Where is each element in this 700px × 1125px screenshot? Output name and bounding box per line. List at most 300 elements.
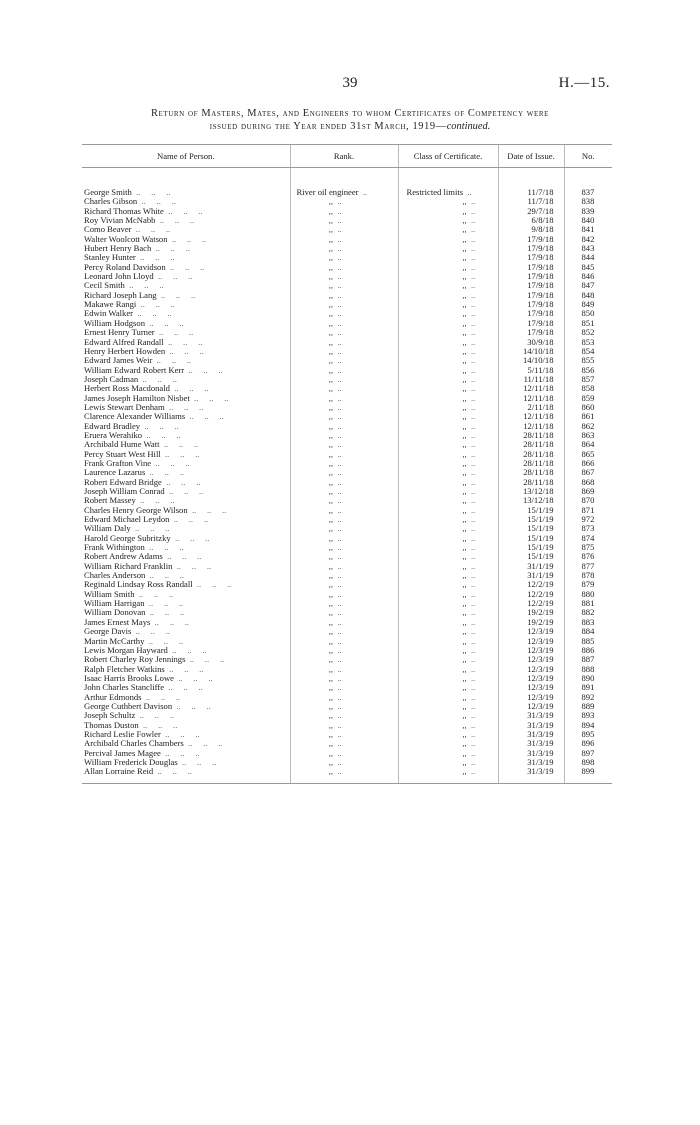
cell-class	[398, 394, 498, 403]
ditto-mark: ,,	[406, 692, 467, 702]
cell-rank	[290, 552, 398, 561]
cell-rank	[290, 450, 398, 459]
cell-no: 858	[564, 384, 612, 393]
dot-leader: ..	[470, 337, 476, 347]
dot-leader: .. .. ..	[159, 216, 195, 226]
person-name: Makawe Rangi	[84, 300, 137, 310]
cell-class	[398, 758, 498, 767]
dot-leader: ..	[337, 561, 342, 571]
cell-class	[398, 281, 498, 290]
table-row	[82, 637, 612, 646]
dot-leader: .. .. ..	[142, 374, 177, 384]
table-row	[82, 487, 612, 496]
dot-leader: ..	[470, 673, 476, 683]
table-row	[82, 515, 612, 524]
cell-name	[82, 235, 290, 244]
cell-date: 30/9/18	[498, 338, 564, 347]
cell-name	[82, 730, 290, 739]
cell-no: 899	[564, 767, 612, 776]
cell-name	[82, 618, 290, 627]
table-row	[82, 730, 612, 739]
ditto-mark: ,,	[406, 683, 467, 693]
cell-name	[82, 197, 290, 206]
cell-class	[398, 207, 498, 216]
dot-leader: ..	[470, 234, 476, 244]
cell-no: 878	[564, 571, 612, 580]
table-row	[82, 319, 612, 328]
person-name: Ernest Henry Turner	[84, 328, 155, 338]
cell-class	[398, 356, 498, 365]
cell-date: 31/3/19	[498, 730, 564, 739]
title-line-2-lead: issued during the Year ended 31st March, 1919—	[209, 121, 447, 132]
person-name: William Smith	[84, 589, 135, 599]
cell-no: 845	[564, 263, 612, 272]
ditto-mark: ,,	[406, 384, 467, 394]
ditto-mark: ,,	[406, 515, 467, 525]
dot-leader: .. .. ..	[140, 300, 175, 310]
cell-name	[82, 328, 290, 337]
dot-leader: ..	[337, 356, 342, 366]
ditto-mark: ,,	[406, 449, 467, 459]
cell-no: 861	[564, 412, 612, 421]
cell-no: 879	[564, 580, 612, 589]
cell-no: 839	[564, 207, 612, 216]
dot-leader: ..	[470, 487, 476, 496]
dot-leader: .. .. ..	[168, 487, 204, 496]
ditto-mark: ,,	[406, 711, 467, 721]
table-row	[82, 749, 612, 758]
cell-class	[398, 515, 498, 524]
cell-class	[398, 646, 498, 655]
ditto-mark: ,,	[406, 477, 467, 487]
ditto-mark: ,,	[406, 225, 467, 235]
table-row	[82, 412, 612, 421]
person-name: Frank Grafton Vine	[84, 458, 152, 468]
ditto-mark: ,,	[296, 206, 334, 216]
cell-name	[82, 711, 290, 720]
cell-no: 888	[564, 665, 612, 674]
cell-rank	[290, 739, 398, 748]
ditto-mark: ,,	[296, 290, 334, 300]
cell-rank	[290, 356, 398, 365]
dot-leader: ..	[337, 543, 342, 553]
dot-leader: ..	[337, 701, 342, 711]
table-row	[82, 524, 612, 533]
cell-rank	[290, 253, 398, 262]
cell-date: 12/3/19	[498, 683, 564, 692]
dot-leader: .. .. ..	[196, 580, 232, 590]
cell-no: 863	[564, 431, 612, 440]
cell-rank	[290, 281, 398, 290]
dot-leader: ..	[470, 206, 476, 216]
cell-date: 15/1/19	[498, 515, 564, 524]
table-spacer-row	[82, 168, 612, 189]
ditto-mark: ,,	[296, 337, 334, 347]
dot-leader: .. .. ..	[176, 701, 211, 711]
col-header-rank: Rank.	[290, 145, 398, 168]
dot-leader: ..	[337, 524, 342, 534]
table-row	[82, 197, 612, 206]
table-row	[82, 375, 612, 384]
ditto-mark: ,,	[406, 701, 467, 711]
cell-rank	[290, 440, 398, 449]
dot-leader: ..	[470, 767, 476, 777]
cell-date: 15/1/19	[498, 543, 564, 552]
dot-leader: .. .. ..	[149, 468, 184, 478]
ditto-mark: ,,	[406, 720, 467, 730]
person-name: William Donovan	[84, 608, 146, 618]
dot-leader: ..	[337, 216, 342, 226]
cell-name	[82, 253, 290, 262]
person-name: Como Beaver	[84, 225, 132, 235]
ditto-mark: ,,	[296, 701, 334, 711]
cell-name	[82, 655, 290, 664]
cell-class	[398, 571, 498, 580]
dot-leader: .. .. ..	[169, 262, 205, 272]
cell-rank	[290, 468, 398, 477]
cell-date: 28/11/18	[498, 440, 564, 449]
table-row	[82, 590, 612, 599]
ditto-mark: ,,	[296, 402, 334, 412]
cell-name	[82, 674, 290, 683]
cell-no: 842	[564, 235, 612, 244]
cell-rank	[290, 655, 398, 664]
dot-leader: ..	[470, 655, 476, 665]
cell-name	[82, 721, 290, 730]
cell-class	[398, 338, 498, 347]
certificates-table	[82, 144, 612, 784]
cell-date: 17/9/18	[498, 253, 564, 262]
cell-no: 874	[564, 534, 612, 543]
dot-leader: ..	[470, 543, 476, 553]
ditto-mark: ,,	[296, 739, 334, 749]
cell-rank	[290, 543, 398, 552]
dot-leader: .. .. ..	[135, 225, 171, 235]
person-name: William Harrigan	[84, 599, 145, 609]
cell-rank	[290, 225, 398, 234]
dot-leader: ..	[337, 748, 342, 758]
title-line-2	[80, 120, 620, 133]
dot-leader: .. .. ..	[144, 421, 179, 431]
ditto-mark: ,,	[406, 440, 467, 450]
ditto-mark: ,,	[406, 365, 467, 375]
ditto-mark: ,,	[406, 496, 467, 506]
dot-leader: ..	[337, 739, 342, 749]
table-row	[82, 655, 612, 664]
person-name: Archibald Charles Chambers	[84, 739, 184, 749]
table-row	[82, 235, 612, 244]
dot-leader: ..	[470, 515, 476, 525]
cell-class	[398, 487, 498, 496]
table-row	[82, 702, 612, 711]
ditto-mark: ,,	[406, 543, 467, 553]
cell-date: 17/9/18	[498, 319, 564, 328]
person-name: Arthur Edmonds	[84, 692, 142, 702]
person-name: William Frederick Douglas	[84, 757, 178, 767]
ditto-mark: ,,	[296, 711, 334, 721]
table-row	[82, 534, 612, 543]
dot-leader: ..	[337, 599, 342, 609]
cell-no: 855	[564, 356, 612, 365]
person-name: Harold George Subritzky	[84, 533, 171, 543]
cell-name	[82, 356, 290, 365]
dot-leader: ..	[470, 617, 476, 627]
ditto-mark: ,,	[296, 216, 334, 226]
cell-class	[398, 524, 498, 533]
dot-leader: ..	[470, 748, 476, 758]
cell-rank	[290, 244, 398, 253]
table-row	[82, 571, 612, 580]
cell-date: 12/3/19	[498, 637, 564, 646]
person-name: Herbert Ross Macdonald	[84, 384, 170, 394]
cell-no: 894	[564, 721, 612, 730]
cell-no: 850	[564, 309, 612, 318]
person-name: Edwin Walker	[84, 309, 134, 319]
cell-name	[82, 496, 290, 505]
cell-class	[398, 319, 498, 328]
cell-date: 17/9/18	[498, 272, 564, 281]
cell-rank	[290, 272, 398, 281]
cell-class	[398, 263, 498, 272]
cell-rank	[290, 637, 398, 646]
dot-leader: ..	[337, 468, 342, 478]
dot-leader: ..	[470, 496, 476, 506]
ditto-mark: ,,	[406, 412, 467, 422]
ditto-mark: ,,	[406, 458, 467, 468]
cell-no: 869	[564, 487, 612, 496]
ditto-mark: ,,	[296, 487, 334, 496]
cell-rank	[290, 347, 398, 356]
dot-leader: ..	[470, 589, 476, 599]
ditto-mark: ,,	[406, 309, 467, 319]
dot-leader: ..	[470, 281, 476, 291]
ditto-mark: ,,	[296, 543, 334, 553]
dot-leader: ..	[337, 253, 342, 263]
person-name: Robert Edward Bridge	[84, 477, 162, 487]
cell-rank	[290, 496, 398, 505]
dot-leader: ..	[337, 244, 342, 254]
cell-name	[82, 225, 290, 234]
dot-leader: ..	[337, 692, 342, 702]
table-end-rule	[82, 777, 612, 784]
cell-rank	[290, 599, 398, 608]
table-row	[82, 244, 612, 253]
dot-leader: ..	[470, 449, 476, 459]
ditto-mark: ,,	[406, 561, 467, 571]
cell-no: 873	[564, 524, 612, 533]
table-row	[82, 552, 612, 561]
dot-leader: ..	[470, 720, 476, 730]
ditto-mark: ,,	[406, 636, 467, 646]
dot-leader: .. .. ..	[146, 430, 181, 440]
dot-leader: ..	[337, 412, 342, 422]
cell-date: 31/3/19	[498, 721, 564, 730]
dot-leader: ..	[337, 673, 342, 683]
ditto-mark: ,,	[296, 365, 334, 375]
dot-leader: ..	[470, 599, 476, 609]
cell-class	[398, 506, 498, 515]
cell-date: 12/3/19	[498, 655, 564, 664]
ditto-mark: ,,	[296, 589, 334, 599]
cell-date: 6/8/18	[498, 216, 564, 225]
cell-class	[398, 422, 498, 431]
cell-class	[398, 459, 498, 468]
person-name: Leonard John Lloyd	[84, 272, 154, 282]
ditto-mark: ,,	[406, 468, 467, 478]
ditto-mark: ,,	[296, 356, 334, 366]
person-name: George Smith	[84, 188, 132, 197]
cell-class	[398, 225, 498, 234]
cell-date: 28/11/18	[498, 478, 564, 487]
cell-date: 17/9/18	[498, 309, 564, 318]
cell-name	[82, 739, 290, 748]
person-name: Walter Woolcott Watson	[84, 234, 168, 244]
table-row	[82, 721, 612, 730]
cell-no: 838	[564, 197, 612, 206]
cell-no: 876	[564, 552, 612, 561]
cell-date: 17/9/18	[498, 328, 564, 337]
cell-class	[398, 450, 498, 459]
cell-date: 11/11/18	[498, 375, 564, 384]
dot-leader: .. .. ..	[157, 767, 192, 777]
cell-rank	[290, 711, 398, 720]
cell-name	[82, 627, 290, 636]
person-name: Allan Lorraine Reid	[84, 767, 154, 777]
dot-leader: .. .. ..	[171, 234, 207, 244]
ditto-mark: ,,	[406, 244, 467, 254]
cell-rank	[290, 767, 398, 776]
table-row	[82, 366, 612, 375]
dot-leader: .. .. ..	[148, 599, 184, 609]
dot-leader: ..	[337, 645, 342, 655]
dot-leader: .. .. ..	[163, 440, 199, 450]
cell-date: 28/11/18	[498, 450, 564, 459]
person-name: Percy Roland Davidson	[84, 262, 166, 272]
ditto-mark: ,,	[296, 599, 334, 609]
dot-leader: ..	[470, 533, 476, 543]
dot-leader: .. .. ..	[178, 673, 213, 683]
cell-date: 15/1/19	[498, 534, 564, 543]
ditto-mark: ,,	[406, 505, 467, 515]
dot-leader: ..	[470, 664, 476, 674]
cell-date: 12/3/19	[498, 674, 564, 683]
ditto-mark: ,,	[296, 580, 334, 590]
cell-date: 19/2/19	[498, 608, 564, 617]
cell-date: 12/3/19	[498, 665, 564, 674]
table-body	[82, 168, 612, 784]
ditto-mark: ,,	[296, 328, 334, 338]
cell-name	[82, 347, 290, 356]
cell-name	[82, 440, 290, 449]
ditto-mark: ,,	[296, 729, 334, 739]
ditto-mark: ,,	[296, 533, 334, 543]
ditto-mark: ,,	[296, 683, 334, 693]
ditto-mark: ,,	[406, 552, 467, 562]
person-name: Reginald Lindsay Ross Randall	[84, 580, 193, 590]
cell-name	[82, 637, 290, 646]
dot-leader: .. .. ..	[141, 197, 176, 207]
cell-rank	[290, 580, 398, 589]
dot-leader: ..	[470, 711, 476, 721]
cell-name	[82, 683, 290, 692]
ditto-mark: ,,	[296, 571, 334, 581]
dot-leader: ..	[470, 225, 476, 235]
table-row	[82, 300, 612, 309]
cell-class	[398, 244, 498, 253]
ditto-mark: ,,	[296, 692, 334, 702]
dot-leader: .. .. ..	[134, 524, 170, 534]
cell-no: 877	[564, 562, 612, 571]
cell-name	[82, 646, 290, 655]
ditto-mark: ,,	[296, 636, 334, 646]
table-row	[82, 422, 612, 431]
table-row	[82, 599, 612, 608]
dot-leader: .. .. ..	[149, 318, 184, 328]
cell-date: 12/2/19	[498, 590, 564, 599]
cell-name	[82, 244, 290, 253]
dot-leader: .. .. ..	[155, 458, 190, 468]
cell-class	[398, 468, 498, 477]
cell-name	[82, 665, 290, 674]
ditto-mark: ,,	[296, 655, 334, 665]
dot-leader: .. .. ..	[137, 309, 172, 319]
ditto-mark: ,,	[406, 533, 467, 543]
dot-leader: .. .. ..	[168, 402, 204, 412]
dot-leader: ..	[470, 272, 476, 282]
cell-rank	[290, 431, 398, 440]
dot-leader: ..	[470, 365, 476, 375]
rank-value: River oil engineer	[296, 188, 359, 197]
ditto-mark: ,,	[296, 748, 334, 758]
dot-leader: ..	[337, 318, 342, 328]
person-name: Clarence Alexander Williams	[84, 412, 186, 422]
dot-leader: .. .. ..	[175, 533, 210, 543]
cell-name	[82, 375, 290, 384]
cell-rank	[290, 188, 398, 197]
cell-name	[82, 403, 290, 412]
dot-leader: .. .. ..	[148, 636, 184, 646]
ditto-mark: ,,	[296, 720, 334, 730]
cell-date: 17/9/18	[498, 291, 564, 300]
cell-class	[398, 693, 498, 702]
person-name: Charles Gibson	[84, 197, 138, 207]
table-row	[82, 281, 612, 290]
table-header-row	[82, 145, 612, 168]
cell-no: 866	[564, 459, 612, 468]
person-name: Frank Withington	[84, 543, 145, 553]
dot-leader: ..	[337, 552, 342, 562]
cell-rank	[290, 749, 398, 758]
dot-leader: .. .. ..	[149, 543, 184, 553]
table-row	[82, 403, 612, 412]
table-row	[82, 693, 612, 702]
dot-leader: ..	[470, 328, 476, 338]
page-number: 39	[342, 75, 358, 91]
col-header-name: Name of Person.	[82, 145, 290, 168]
ditto-mark: ,,	[296, 281, 334, 291]
dot-leader: ..	[337, 234, 342, 244]
cell-rank	[290, 758, 398, 767]
cell-rank	[290, 263, 398, 272]
dot-leader: ..	[337, 262, 342, 272]
cell-name	[82, 300, 290, 309]
ditto-mark: ,,	[296, 505, 334, 515]
dot-leader: .. .. ..	[140, 496, 175, 506]
ditto-mark: ,,	[406, 328, 467, 338]
cell-name	[82, 272, 290, 281]
cell-rank	[290, 216, 398, 225]
table-row	[82, 758, 612, 767]
